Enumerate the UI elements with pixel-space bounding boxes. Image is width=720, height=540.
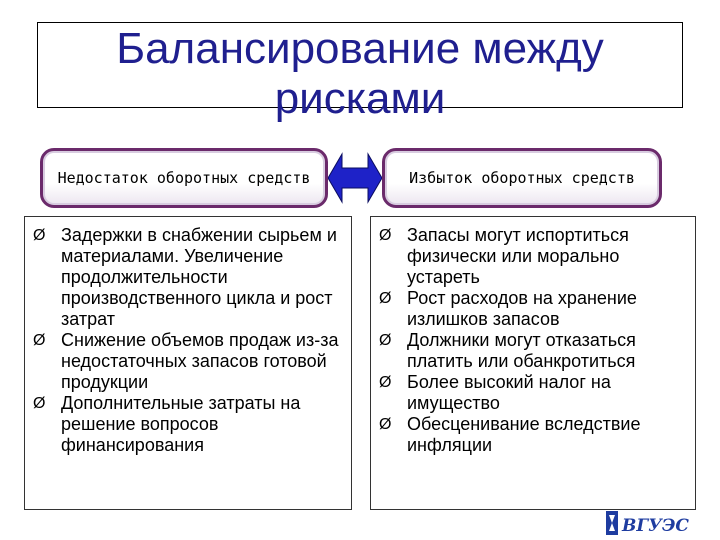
arrow-bullet-icon: Ø (33, 332, 46, 349)
arrow-bullet-icon: Ø (33, 227, 46, 244)
arrow-bullet-icon: Ø (379, 290, 392, 307)
university-logo (606, 509, 696, 537)
list-item (379, 225, 691, 288)
logo-text: ВГУЭС (622, 516, 689, 536)
left-header-box (40, 148, 328, 208)
list-item (33, 393, 347, 456)
list-item-text: Более высокий налог на имущество (407, 372, 611, 413)
list-item-text: Запасы могут испортиться физически или морально устареть (407, 225, 629, 287)
double-arrow-icon (328, 150, 382, 206)
list-item (379, 288, 691, 330)
arrow-bullet-icon: Ø (379, 374, 392, 391)
list-item-text: Дополнительные затраты на решение вопросов финансирования (61, 393, 301, 455)
list-item-text: Должники могут отказаться платить или обанкротиться (407, 330, 636, 371)
slide-title (37, 24, 683, 124)
list-item (379, 330, 691, 372)
left-header-label: Недостаток оборотных средств (57, 169, 311, 187)
arrow-bullet-icon: Ø (379, 332, 392, 349)
left-bullet-list (33, 225, 347, 456)
right-header-label: Избыток оборотных средств (409, 169, 635, 187)
right-list-box (370, 216, 696, 510)
title-line-2: рисками (274, 74, 446, 123)
list-item-text: Рост расходов на хранение излишков запасов (407, 288, 637, 329)
arrow-bullet-icon: Ø (379, 416, 392, 433)
right-header-box (382, 148, 662, 208)
list-item-text: Снижение объемов продаж из-за недостаточных запасов готовой продукции (61, 330, 339, 392)
list-item (33, 225, 347, 330)
right-bullet-list (379, 225, 691, 456)
list-item-text: Обесценивание вследствие инфляции (407, 414, 641, 455)
list-item (379, 372, 691, 414)
arrow-bullet-icon: Ø (33, 395, 46, 412)
list-item-text: Задержки в снабжении сырьем и материалами. Увеличение продолжительности производственного цикла и рост затрат (61, 225, 337, 329)
title-line-1: Балансирование между (116, 24, 604, 73)
list-item (379, 414, 691, 456)
list-item (33, 330, 347, 393)
arrow-bullet-icon: Ø (379, 227, 392, 244)
left-list-box (24, 216, 352, 510)
